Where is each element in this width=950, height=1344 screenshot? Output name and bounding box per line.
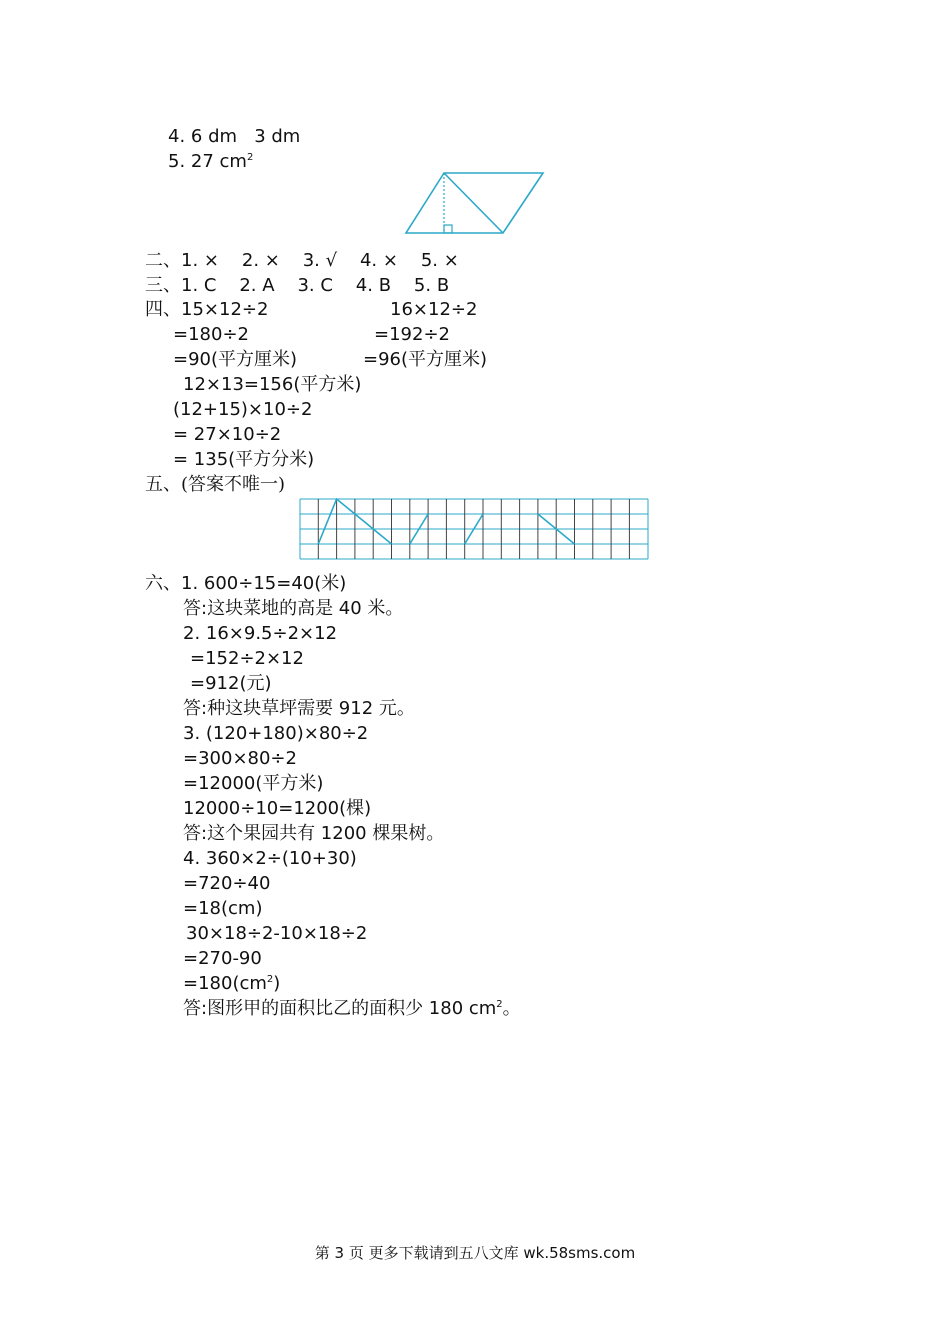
section-3: 三、1. C 2. A 3. C 4. B 5. B	[145, 275, 450, 296]
parallelogram-figure	[400, 168, 550, 238]
section-6-q4-line-2: =720÷40	[183, 873, 271, 894]
section-6-q3-line-3: =12000(平方米)	[183, 773, 324, 794]
section-6-q2-line-2: =152÷2×12	[190, 648, 304, 669]
section-6-q3-answer: 答:这个果园共有 1200 棵果树。	[183, 823, 445, 844]
section-6-q3-line-2: =300×80÷2	[183, 748, 297, 769]
section-4-right-1: 16×12÷2	[390, 299, 478, 320]
section-4-line-3: =90(平方厘米)	[173, 349, 298, 370]
section-6-q4-line-5: =270-90	[183, 948, 262, 969]
section-4-line-1: 四、15×12÷2	[145, 299, 269, 320]
section-2: 二、1. × 2. × 3. √ 4. × 5. ×	[145, 250, 459, 271]
section-4-line-4: 12×13=156(平方米)	[183, 374, 362, 395]
answer-1-5: 5. 27 $cm^2$	[168, 151, 254, 172]
section-6-q3-line-4: 12000÷10=1200(棵)	[183, 798, 372, 819]
answer-1-4: 4. 6 dm 3 dm	[168, 126, 301, 147]
section-6-q1-answer: 答:这块菜地的高是 40 米。	[183, 598, 404, 619]
grid-figure	[298, 497, 652, 563]
section-4-right-3: =96(平方厘米)	[363, 349, 488, 370]
section-6-q4-answer: 答:图形甲的面积比乙的面积少 180 $cm^2$。	[183, 998, 521, 1019]
section-5: 五、(答案不唯一)	[145, 474, 286, 495]
section-6-q4-line-6: $=180(cm^2)$	[183, 973, 281, 994]
section-4-line-2: =180÷2	[173, 324, 249, 345]
section-6-q2-line-1: 2. 16×9.5÷2×12	[183, 623, 338, 644]
section-6-q2-line-3: =912(元)	[190, 673, 272, 694]
section-6-q4-line-3: =18(cm)	[183, 898, 263, 919]
section-6-q3-line-1: 3. (120+180)×80÷2	[183, 723, 369, 744]
section-6-q4-line-4: 30×18÷2-10×18÷2	[186, 923, 368, 944]
section-4-line-6: = 27×10÷2	[173, 424, 282, 445]
section-6-q2-answer: 答:种这块草坪需要 912 元。	[183, 698, 415, 719]
section-6-q1-line-1: 六、1. 600÷15=40(米)	[145, 573, 347, 594]
section-4-right-2: =192÷2	[374, 324, 450, 345]
section-6-q4-line-1: 4. 360×2÷(10+30)	[183, 848, 357, 869]
page-footer: 第 3 页 更多下载请到五八文库 wk.58sms.com	[314, 1244, 636, 1262]
section-4-line-7: = 135(平方分米)	[173, 449, 315, 470]
section-4-line-5: (12+15)×10÷2	[173, 399, 313, 420]
